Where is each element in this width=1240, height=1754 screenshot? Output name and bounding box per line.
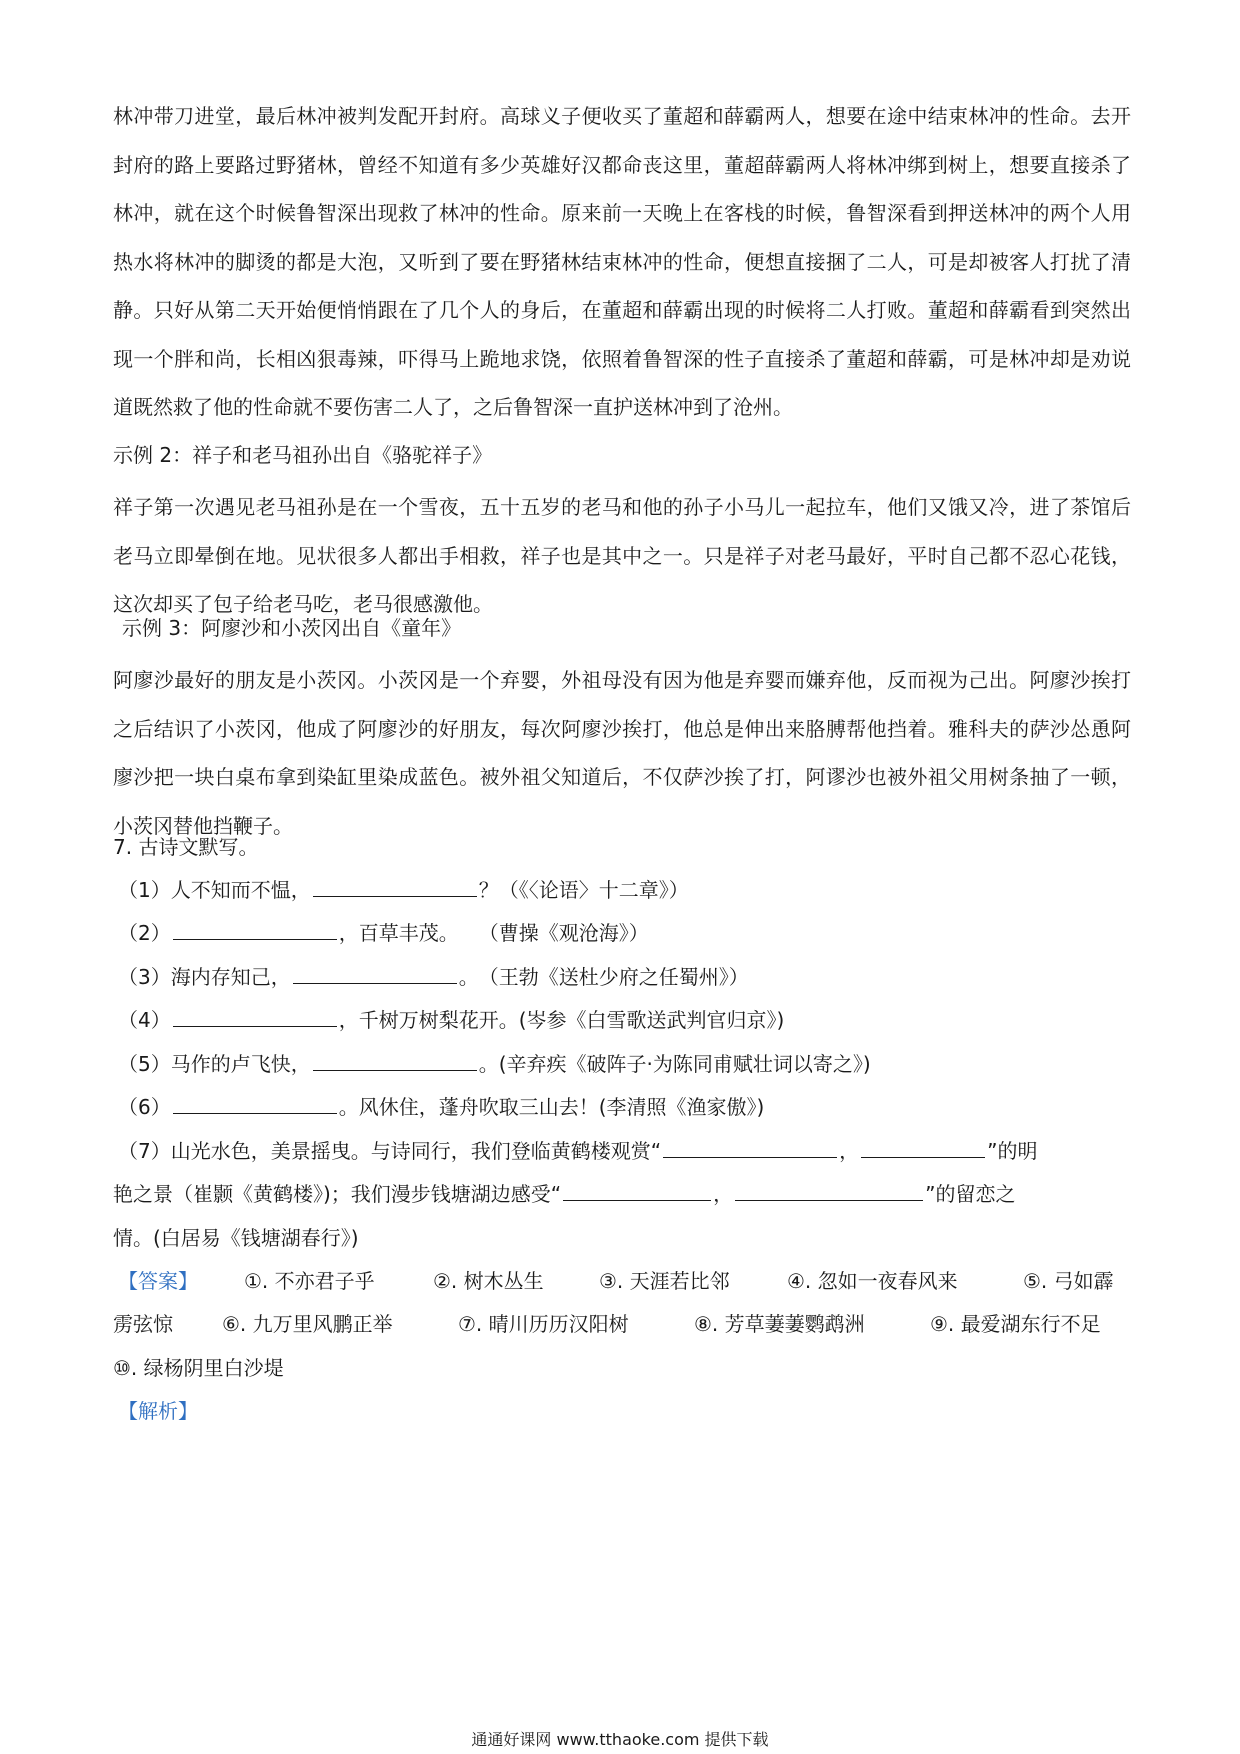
- answer-item-continuation: 雳弦惊: [113, 1312, 173, 1336]
- question-item-7-line-1: [118, 1136, 1037, 1166]
- answer-blank[interactable]: [735, 1182, 923, 1201]
- answer-blank[interactable]: [313, 878, 477, 897]
- question-item-4: [118, 1005, 784, 1035]
- answer-item: ④. 忽如一夜春风来: [787, 1269, 958, 1293]
- question-7-title: 7. 古诗文默写。: [113, 835, 259, 859]
- answer-tag: 【答案】: [118, 1269, 198, 1293]
- question-item-text: （2）: [118, 921, 171, 945]
- question-item-2: [118, 918, 649, 948]
- answer-blank[interactable]: [663, 1139, 837, 1158]
- question-item-text: ，: [713, 1182, 734, 1206]
- question-item-text: （6）: [118, 1095, 171, 1119]
- answer-blank[interactable]: [173, 1095, 337, 1114]
- question-item-5: [118, 1049, 871, 1079]
- question-item-text: （3）海内存知己，: [118, 965, 291, 989]
- question-item-source: ，千树万树梨花开。(岑参《白雪歌送武判官归京》): [338, 1008, 785, 1032]
- question-item-text: ，: [839, 1139, 860, 1163]
- answer-blank[interactable]: [313, 1052, 477, 1071]
- answer-item: ①. 不亦君子乎: [244, 1269, 375, 1293]
- question-item-1: [118, 875, 689, 905]
- question-item-7-line-2: [113, 1179, 1016, 1209]
- answer-blank[interactable]: [861, 1139, 985, 1158]
- story-paragraph-lin-chong: 林冲带刀进堂，最后林冲被判发配开封府。高球义子便收买了董超和薛霸两人，想要在途中结束林冲的性命。去开封府的路上要路过野猪林，曾经不知道有多少英雄好汉都命丧这里，董超薛霸两人将林冲绑到树上，想要直接杀了林冲，就在这个时候鲁智深出现救了林冲的性命。原来前一天晚上在客栈的时候，鲁智深看到押送林冲的两个人用热水将林冲的脚烫的都是大泡，又听到了要在野猪林结束林冲的性命，便想直接捆了二人，可是却被客人打扰了清静。只好从第二天开始便悄悄跟在了几个人的身后，在董超和薛霸出现的时候将二人打败。董超和薛霸看到突然出现一个胖和尚，长相凶狠毒辣，吓得马上跪地求饶，依照着鲁智深的性子直接杀了董超和薛霸，可是林冲却是劝说道既然救了他的性命就不要伤害二人了，之后鲁智深一直护送林冲到了沧州。: [113, 104, 1131, 419]
- answer-blank[interactable]: [563, 1182, 711, 1201]
- question-item-3: [118, 962, 749, 992]
- answer-item: ⑧. 芳草萋萋鹦鹉洲: [694, 1312, 865, 1336]
- question-item-text: 艳之景（崔颢《黄鹤楼》)；我们漫步钱塘湖边感受“: [113, 1182, 562, 1206]
- question-item-text: ”的留恋之: [925, 1182, 1016, 1206]
- question-item-text: （1）人不知而不愠，: [118, 878, 311, 902]
- question-item-7-line-3: 情。(白居易《钱塘湖春行》): [113, 1226, 359, 1250]
- analysis-tag: 【解析】: [118, 1399, 198, 1423]
- question-item-source: 。风休住，蓬舟吹取三山去！(李清照《渔家傲》): [338, 1095, 765, 1119]
- question-item-text: ”的明: [987, 1139, 1038, 1163]
- answer-item: ⑤. 弓如霹: [1023, 1269, 1114, 1293]
- answer-item: ⑩. 绿杨阴里白沙堤: [113, 1356, 284, 1380]
- answer-item: ⑨. 最爱湖东行不足: [930, 1312, 1101, 1336]
- question-item-source: ，百草丰茂。 （曹操《观沧海》）: [338, 921, 649, 945]
- question-item-source: 。 （王勃《送杜少府之任蜀州》）: [458, 965, 749, 989]
- answer-item: ⑦. 晴川历历汉阳树: [458, 1312, 629, 1336]
- story-paragraph-aliosha: 阿廖沙最好的朋友是小茨冈。小茨冈是一个弃婴，外祖母没有因为他是弃婴而嫌弃他，反而视为己出。阿廖沙挨打之后结识了小茨冈，他成了阿廖沙的好朋友，每次阿廖沙挨打，他总是伸出来胳膊帮他挡着。雅科夫的萨沙怂恿阿廖沙把一块白桌布拿到染缸里染成蓝色。被外祖父知道后，不仅萨沙挨了打，阿谬沙也被外祖父用树条抽了一顿，小茨冈替他挡鞭子。: [113, 668, 1131, 838]
- question-item-source: ？（《〈论语〉十二章》）: [478, 878, 689, 902]
- answer-item: ③. 天涯若比邻: [599, 1269, 730, 1293]
- example-3-heading: 示例 3：阿廖沙和小茨冈出自《童年》: [122, 616, 462, 640]
- answer-item: ②. 树木丛生: [433, 1269, 544, 1293]
- footer-watermark: 通通好课网 www.tthaoke.com 提供下载: [471, 1730, 769, 1749]
- example-2-heading: 示例 2：祥子和老马祖孙出自《骆驼祥子》: [113, 443, 493, 467]
- answer-item: ⑥. 九万里风鹏正举: [222, 1312, 393, 1336]
- story-paragraph-xiangzi: 祥子第一次遇见老马祖孙是在一个雪夜，五十五岁的老马和他的孙子小马儿一起拉车，他们又饿又冷，进了茶馆后老马立即晕倒在地。见状很多人都出手相救，祥子也是其中之一。只是祥子对老马最好，平时自己都不忍心花钱，这次却买了包子给老马吃，老马很感激他。: [113, 495, 1131, 616]
- question-item-6: [118, 1092, 764, 1122]
- question-item-text: （5）马作的卢飞快，: [118, 1052, 311, 1076]
- question-item-source: 。(辛弃疾《破阵子·为陈同甫赋壮词以寄之》): [478, 1052, 871, 1076]
- answer-blank[interactable]: [173, 1008, 337, 1027]
- answer-blank[interactable]: [293, 965, 457, 984]
- question-item-text: （7）山光水色，美景摇曳。与诗同行，我们登临黄鹤楼观赏“: [118, 1139, 662, 1163]
- answer-blank[interactable]: [173, 921, 337, 940]
- question-item-text: （4）: [118, 1008, 171, 1032]
